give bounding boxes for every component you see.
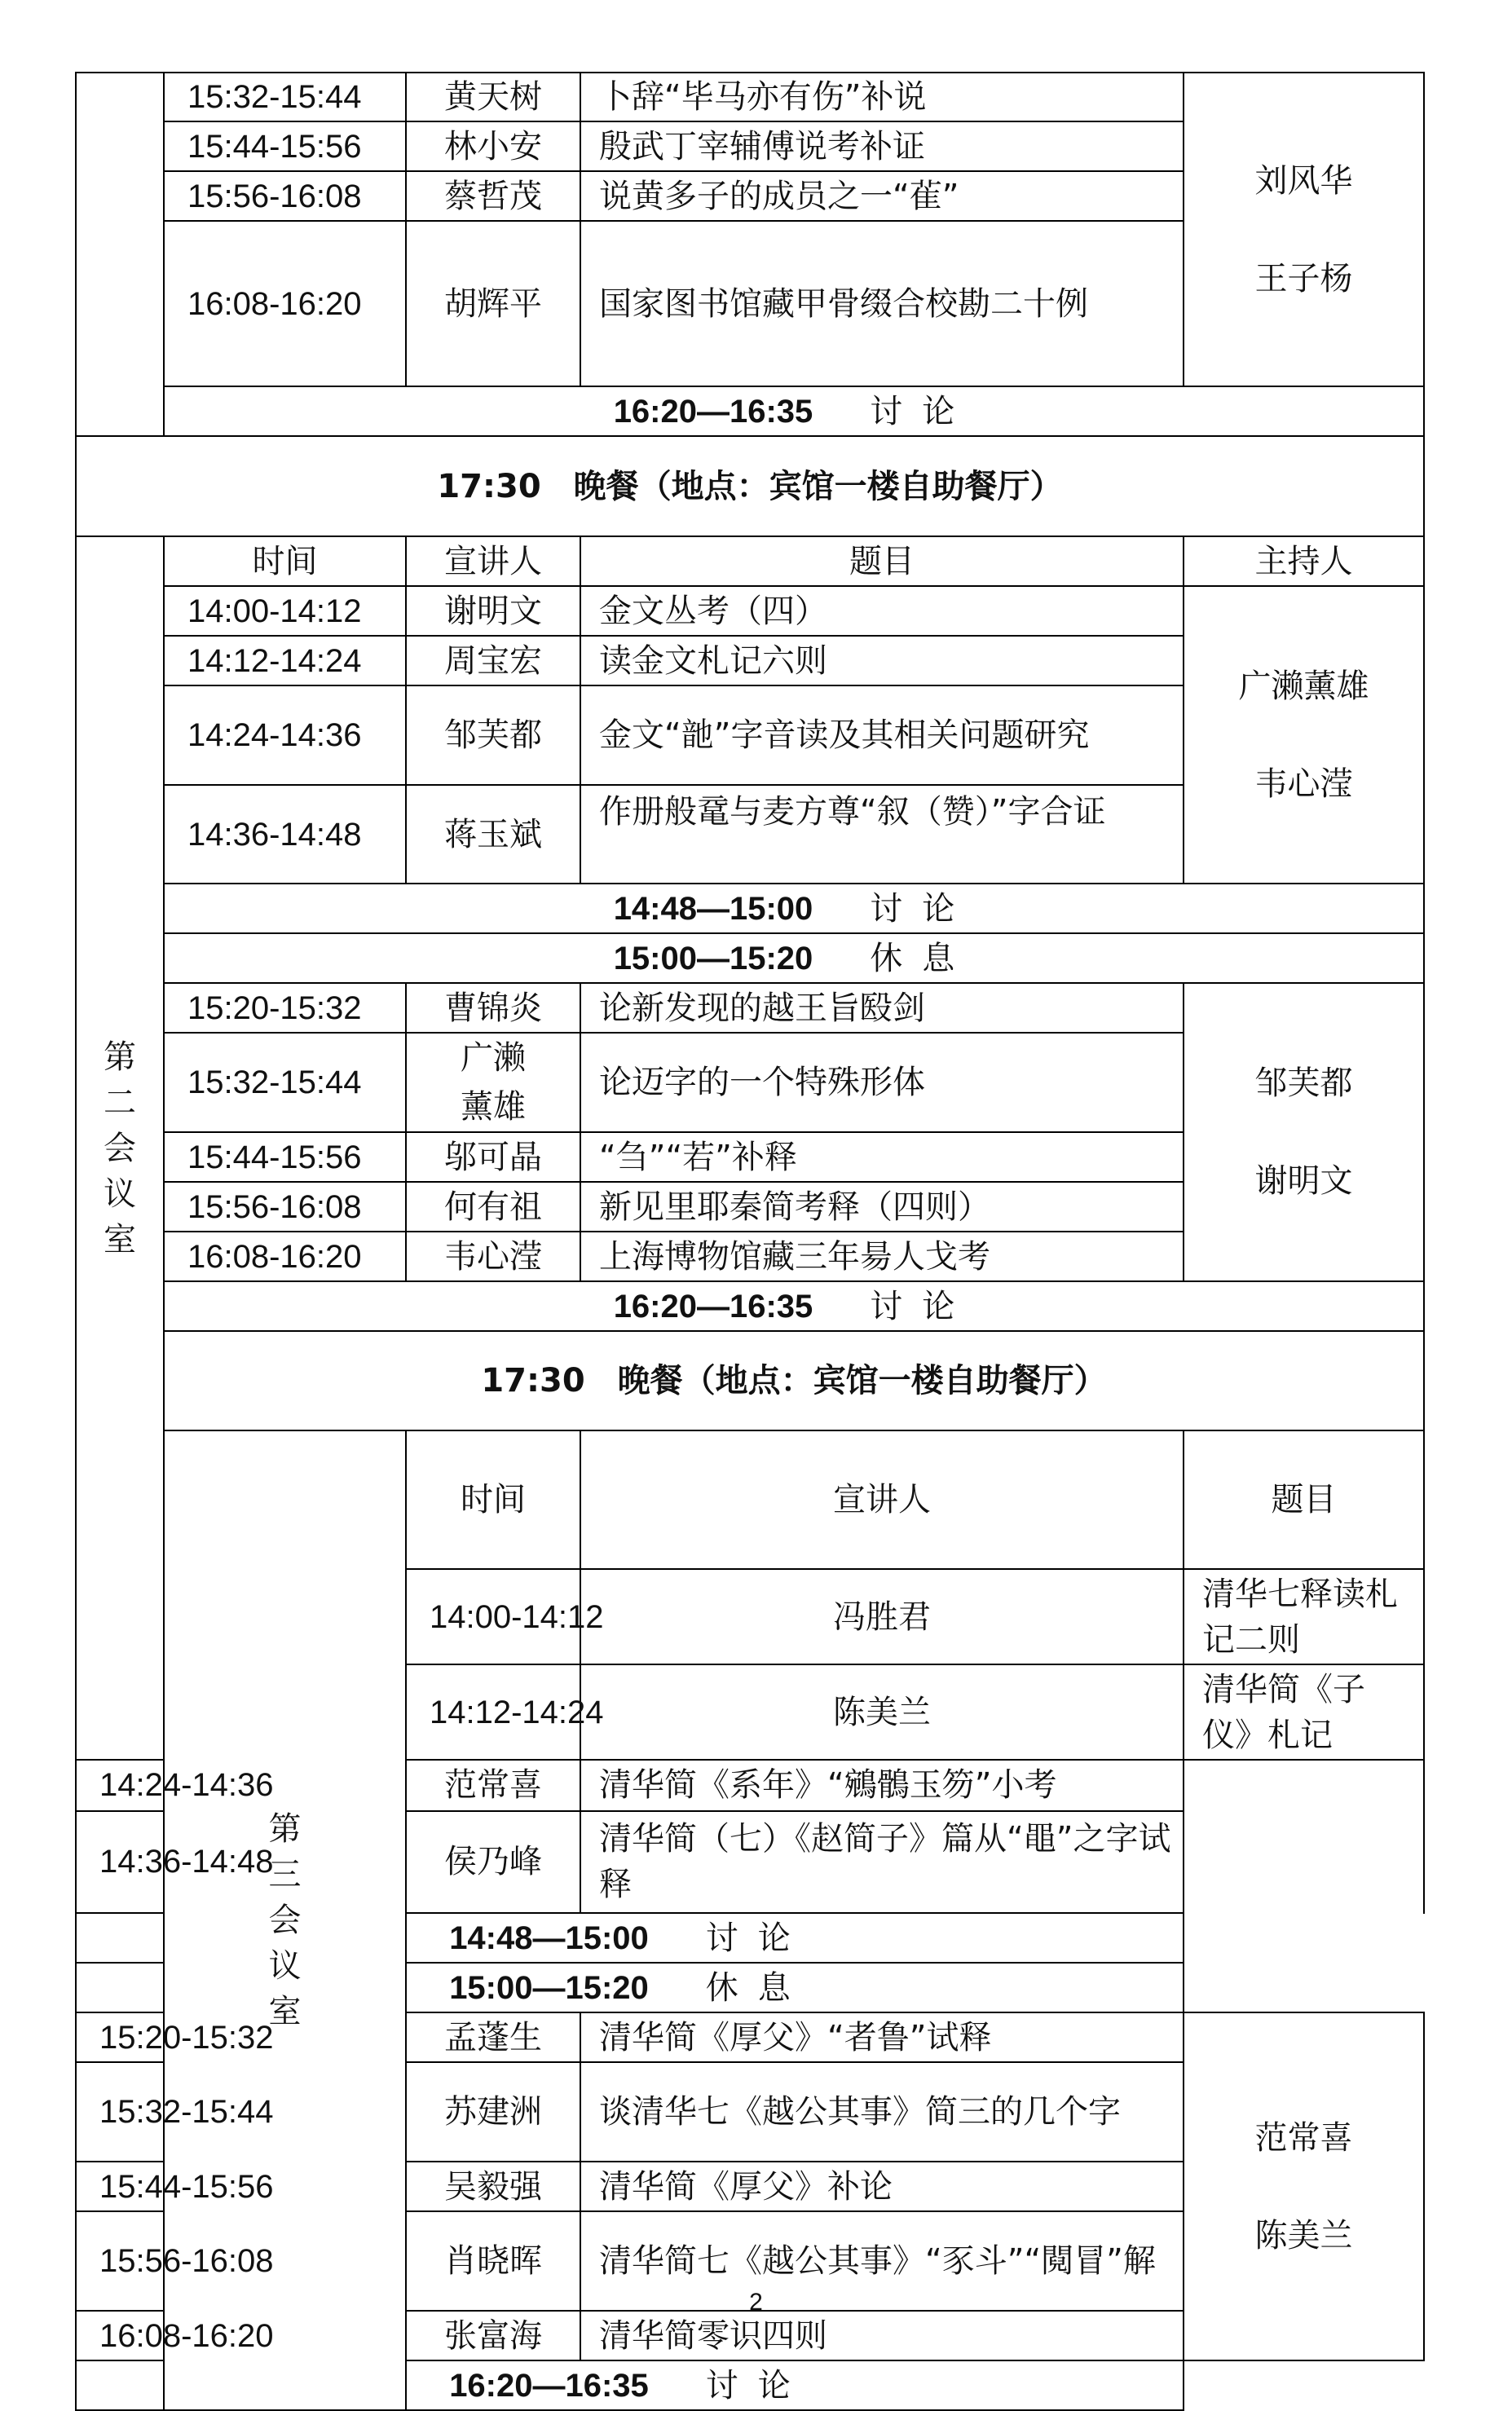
time-cell: 16:08-16:20 bbox=[164, 1232, 406, 1281]
header-topic: 题目 bbox=[1184, 1430, 1424, 1569]
room-label-char: 二 bbox=[104, 1083, 136, 1122]
speaker-cell: 侯乃峰 bbox=[406, 1811, 580, 1913]
discussion-cell bbox=[164, 884, 1424, 933]
discussion-cell bbox=[76, 2360, 1184, 2410]
discussion-time: 14:48—15:00 bbox=[613, 890, 813, 927]
discussion-label: 讨论 bbox=[705, 1920, 810, 1956]
topic-cell: 金文“䪧”字音读及其相关问题研究 bbox=[580, 685, 1184, 785]
speaker-cell: 陈美兰 bbox=[580, 1664, 1184, 1760]
discussion-row bbox=[76, 884, 1424, 933]
meal-cell: 17:30 晚餐（地点：宾馆一楼自助餐厅） bbox=[76, 436, 1424, 536]
table-row bbox=[76, 73, 1424, 121]
room-label-char: 议 bbox=[104, 1175, 136, 1213]
page-number: 2 bbox=[749, 2289, 763, 2316]
time-cell: 15:20-15:32 bbox=[76, 2012, 164, 2062]
room-label-char: 室 bbox=[268, 1993, 302, 2030]
topic-cell: 清华简零识四则 bbox=[580, 2311, 1184, 2360]
topic-cell: 论迈字的一个特殊形体 bbox=[580, 1033, 1184, 1132]
header-speaker: 宣讲人 bbox=[580, 1430, 1184, 1569]
speaker-cell: 范常喜 bbox=[406, 1760, 580, 1811]
speaker-cell: 韦心滢 bbox=[406, 1232, 580, 1281]
chair-name: 广濑薰雄 bbox=[1238, 667, 1369, 705]
room-label-cell-1 bbox=[76, 73, 164, 436]
time-cell: 14:24-14:36 bbox=[164, 685, 406, 785]
time-cell: 14:36-14:48 bbox=[76, 1811, 164, 1913]
speaker-cell: 邬可晶 bbox=[406, 1132, 580, 1182]
chair-name: 谢明文 bbox=[1254, 1162, 1353, 1200]
chair-name: 刘风华 bbox=[1254, 161, 1353, 200]
discussion-cell bbox=[164, 1281, 1424, 1331]
chair-cell bbox=[1184, 983, 1424, 1281]
room-label-char: 室 bbox=[104, 1220, 136, 1258]
topic-cell: 卜辞“毕马亦有伤”补说 bbox=[580, 73, 1184, 121]
speaker-cell: 苏建洲 bbox=[406, 2062, 580, 2162]
speaker-cell: 谢明文 bbox=[406, 586, 580, 636]
break-time: 15:00—15:20 bbox=[613, 940, 813, 976]
chair-name: 韦心滢 bbox=[1254, 765, 1353, 803]
room-label-char: 议 bbox=[268, 1947, 302, 1985]
speaker-cell: 何有祖 bbox=[406, 1182, 580, 1232]
topic-cell: 作册般鼋与麦方尊“叙（赞）”字合证 bbox=[580, 785, 1184, 884]
topic-cell: 说黄多子的成员之一“雈” bbox=[580, 171, 1184, 221]
discussion-time: 16:20—16:35 bbox=[613, 393, 813, 430]
speaker-cell: 张富海 bbox=[406, 2311, 580, 2360]
time-cell: 15:32-15:44 bbox=[164, 73, 406, 121]
break-time: 15:00—15:20 bbox=[449, 1969, 649, 2006]
room-label-char: 第 bbox=[104, 1038, 136, 1076]
speaker-cell: 林小安 bbox=[406, 121, 580, 171]
topic-cell: 清华简《厚父》补论 bbox=[580, 2162, 1184, 2211]
time-cell: 15:56-16:08 bbox=[76, 2211, 164, 2311]
table-row bbox=[76, 983, 1424, 1033]
speaker-cell: 曹锦炎 bbox=[406, 983, 580, 1033]
time-cell: 15:56-16:08 bbox=[164, 171, 406, 221]
break-row bbox=[76, 933, 1424, 983]
break-cell bbox=[76, 1963, 1184, 2012]
speaker-cell: 邹芙都 bbox=[406, 685, 580, 785]
topic-cell: 殷武丁宰辅傅说考补证 bbox=[580, 121, 1184, 171]
meal-cell: 17:30 晚餐（地点：宾馆一楼自助餐厅） bbox=[164, 1331, 1424, 1430]
table-row bbox=[76, 586, 1424, 636]
room-label-char: 会 bbox=[268, 1902, 302, 1939]
time-cell: 15:56-16:08 bbox=[164, 1182, 406, 1232]
discussion-label: 讨论 bbox=[870, 1288, 975, 1325]
room-label-char: 第 bbox=[268, 1810, 302, 1848]
speaker-cell: 蔡哲茂 bbox=[406, 171, 580, 221]
topic-cell: “刍”“若”补释 bbox=[580, 1132, 1184, 1182]
time-cell: 14:00-14:12 bbox=[164, 586, 406, 636]
discussion-label: 讨论 bbox=[870, 890, 975, 927]
discussion-time: 16:20—16:35 bbox=[613, 1288, 813, 1325]
discussion-time: 14:48—15:00 bbox=[449, 1920, 649, 1956]
speaker-cell: 周宝宏 bbox=[406, 636, 580, 685]
topic-cell: 清华七释读札记二则 bbox=[1184, 1569, 1424, 1664]
room-label-char: 三 bbox=[268, 1856, 302, 1893]
time-cell: 14:36-14:48 bbox=[164, 785, 406, 884]
speaker-cell: 蒋玉斌 bbox=[406, 785, 580, 884]
chair-name: 范常喜 bbox=[1254, 2118, 1353, 2157]
time-cell: 15:44-15:56 bbox=[164, 121, 406, 171]
topic-cell: 清华简《厚父》“者鲁”试释 bbox=[580, 2012, 1184, 2062]
topic-cell: 谈清华七《越公其事》简三的几个字 bbox=[580, 2062, 1184, 2162]
header-speaker: 宣讲人 bbox=[406, 536, 580, 586]
header-chair: 主持人 bbox=[1184, 536, 1424, 586]
discussion-label: 讨论 bbox=[870, 393, 975, 430]
chair-name: 邹芙都 bbox=[1254, 1064, 1353, 1102]
topic-cell: 清华简七《越公其事》“豕斗”“䦧冒”解 bbox=[580, 2211, 1184, 2311]
meal-row bbox=[76, 1331, 1424, 1430]
discussion-time: 16:20—16:35 bbox=[449, 2367, 649, 2404]
time-cell: 15:32-15:44 bbox=[76, 2062, 164, 2162]
speaker-cell: 广濑 薰雄 bbox=[406, 1033, 580, 1132]
topic-cell: 国家图书馆藏甲骨缀合校勘二十例 bbox=[580, 221, 1184, 386]
room-label-cell-2 bbox=[76, 536, 164, 1760]
chair-cell bbox=[1184, 73, 1424, 386]
topic-cell: 读金文札记六则 bbox=[580, 636, 1184, 685]
discussion-label: 讨论 bbox=[705, 2367, 810, 2404]
discussion-row bbox=[76, 386, 1424, 436]
break-label: 休息 bbox=[705, 1969, 810, 2006]
speaker-cell: 肖晓晖 bbox=[406, 2211, 580, 2311]
topic-cell: 清华简《系年》“鵷鶻玉笏”小考 bbox=[580, 1760, 1184, 1811]
topic-cell: 清华简《子仪》札记 bbox=[1184, 1664, 1424, 1760]
topic-cell: 金文丛考（四） bbox=[580, 586, 1184, 636]
discussion-cell bbox=[164, 386, 1424, 436]
time-cell: 15:44-15:56 bbox=[76, 2162, 164, 2211]
speaker-cell: 孟蓬生 bbox=[406, 2012, 580, 2062]
time-cell: 16:08-16:20 bbox=[164, 221, 406, 386]
schedule-table bbox=[75, 72, 1425, 2411]
time-cell: 14:24-14:36 bbox=[76, 1760, 164, 1811]
time-cell: 15:32-15:44 bbox=[164, 1033, 406, 1132]
topic-cell: 清华简（七）《赵简子》篇从“黽”之字试释 bbox=[580, 1811, 1184, 1913]
chair-name: 陈美兰 bbox=[1254, 2216, 1353, 2255]
break-label: 休息 bbox=[870, 940, 975, 976]
room-label-char: 会 bbox=[104, 1129, 136, 1167]
header-topic: 题目 bbox=[580, 536, 1184, 586]
speaker-cell: 吴毅强 bbox=[406, 2162, 580, 2211]
time-cell: 15:20-15:32 bbox=[164, 983, 406, 1033]
chair-cell bbox=[1184, 586, 1424, 884]
speaker-cell: 胡辉平 bbox=[406, 221, 580, 386]
discussion-cell bbox=[76, 1913, 1184, 1963]
time-cell: 14:12-14:24 bbox=[164, 636, 406, 685]
topic-cell: 论新发现的越王旨殹剑 bbox=[580, 983, 1184, 1033]
chair-name: 王子杨 bbox=[1254, 259, 1353, 298]
time-cell: 16:08-16:20 bbox=[76, 2311, 164, 2360]
header-row bbox=[76, 536, 1424, 586]
time-cell: 14:12-14:24 bbox=[406, 1664, 580, 1760]
header-row bbox=[76, 1430, 1424, 1569]
topic-cell: 新见里耶秦简考释（四则） bbox=[580, 1182, 1184, 1232]
break-cell bbox=[164, 933, 1424, 983]
meal-row bbox=[76, 436, 1424, 536]
time-cell: 15:44-15:56 bbox=[164, 1132, 406, 1182]
header-time: 时间 bbox=[164, 536, 406, 586]
topic-cell: 上海博物馆藏三年昜人戈考 bbox=[580, 1232, 1184, 1281]
discussion-row bbox=[76, 1281, 1424, 1331]
time-cell: 14:00-14:12 bbox=[406, 1569, 580, 1664]
discussion-row bbox=[76, 2360, 1424, 2410]
speaker-cell: 冯胜君 bbox=[580, 1569, 1184, 1664]
speaker-cell: 黄天树 bbox=[406, 73, 580, 121]
header-time: 时间 bbox=[406, 1430, 580, 1569]
